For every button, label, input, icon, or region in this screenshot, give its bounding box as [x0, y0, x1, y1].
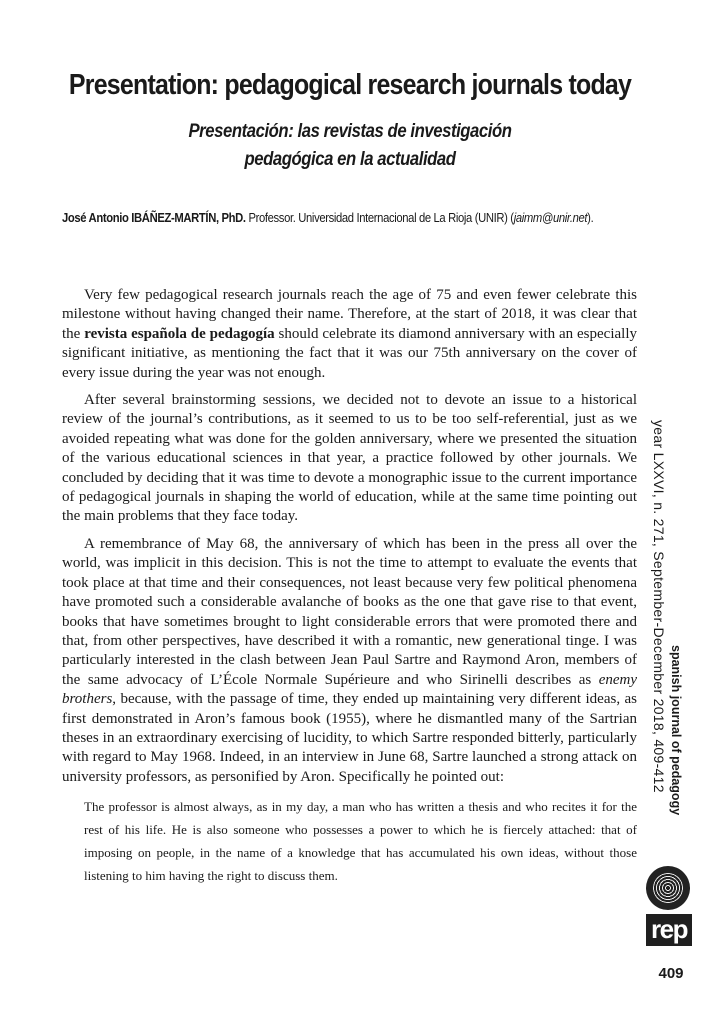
- article-body: [62, 286, 637, 887]
- article-subtitle: [42, 118, 658, 174]
- block-quote: The professor is almost always, as in my day, a man who has written a thesis and who recites it for the rest of his life. He is also someone who possesses a power to which he is fiercely attached: that of imposing on people, in the name of a knowledge that has accumulated his own ideas, without those listening to him having the right to discuss them.: [84, 799, 637, 884]
- logo-emblem-icon: [646, 866, 690, 910]
- issue-info: year LXXVI, n. 271, September-December 2018, 409-412: [651, 420, 667, 793]
- page-number: 409: [658, 965, 684, 982]
- paragraph-1-end: should celebrate its diamond anniversary with an especially significant initiative, as mentioning the fact that it was our 75th anniversary on the cover of every issue during the year was not enough.: [62, 325, 637, 381]
- enemy-brothers-italic: enemy brothers: [62, 671, 637, 708]
- article-title: Presentation: pedagogical research journals today: [68, 69, 632, 101]
- author-name: José Antonio IBÁÑEZ-MARTÍN, PhD.: [62, 211, 246, 225]
- paragraph-1-start: Very few pedagogical research journals reach the age of 75 and even fewer celebrate this milestone without having changed their name. Therefore, at the start of 2018, it was clear that the: [62, 287, 637, 342]
- author-closing: ).: [587, 211, 594, 225]
- logo-text: rep: [646, 914, 692, 946]
- subtitle-line-2: pedagógica en la actualidad: [244, 149, 456, 170]
- paragraph-2: After several brainstorming sessions, we decided not to devote an issue to a historical review of the journal’s contributions, as it seemed to us to be too self-referential, just as we avoided repeating what was done for the golden anniversary, where we presented the situation of the various educational sciences in that year, a practice followed by other journals. We concluded by deciding that it was time to devote a monographic issue to the current importance of pedagogical journals in shaping the world of education, while at the same time pointing out the main problems that they face today.: [62, 392, 637, 525]
- author-email[interactable]: jaimm@unir.net: [513, 211, 588, 225]
- paragraph-3-start: A remembrance of May 68, the anniversary of which has been in the press all over the world, was implicit in this decision. This is not the time to attempt to evaluate the events that took place at that time and their consequences, not least because very few political phenomena have promoted such a considerable avalanche of books as the one that gave rise to that event, books that have sometimes brought to light considerable errors that were promoted there and that, from other perspectives, have described it with a romantic, new generational tinge. I was particularly interested in the clash between Jean Paul Sartre and Raymond Aron, members of the same advocacy of L’École Normale Supérieure and who Sirinelli describes as: [62, 535, 637, 688]
- journal-name-vertical: spanish journal of pedagogy: [669, 645, 683, 816]
- author-affiliation: Professor. Universidad Internacional de La Rioja (UNIR) (: [245, 211, 514, 225]
- subtitle-line-1: Presentación: las revistas de investigación: [188, 121, 512, 142]
- paragraph-3-end: , because, with the passage of time, they ended up maintaining very different ideas, as first demonstrated in Aron’s famous book (1955), where he dismantled many of the Sartrian theses in an extraordinary exercising of lucidity, to which Sartre responded bitterly, particularly with regard to May 1968. Indeed, in an interview in June 68, Sartre launched a strong attack on university professors, as personified by Aron. Specifically he pointed out:: [62, 691, 637, 785]
- author-line: [62, 211, 638, 225]
- paragraph-1: [62, 286, 637, 383]
- rep-logo: [646, 866, 692, 946]
- journal-name-bold: revista española de pedagogía: [84, 325, 275, 342]
- paragraph-3: [62, 535, 637, 787]
